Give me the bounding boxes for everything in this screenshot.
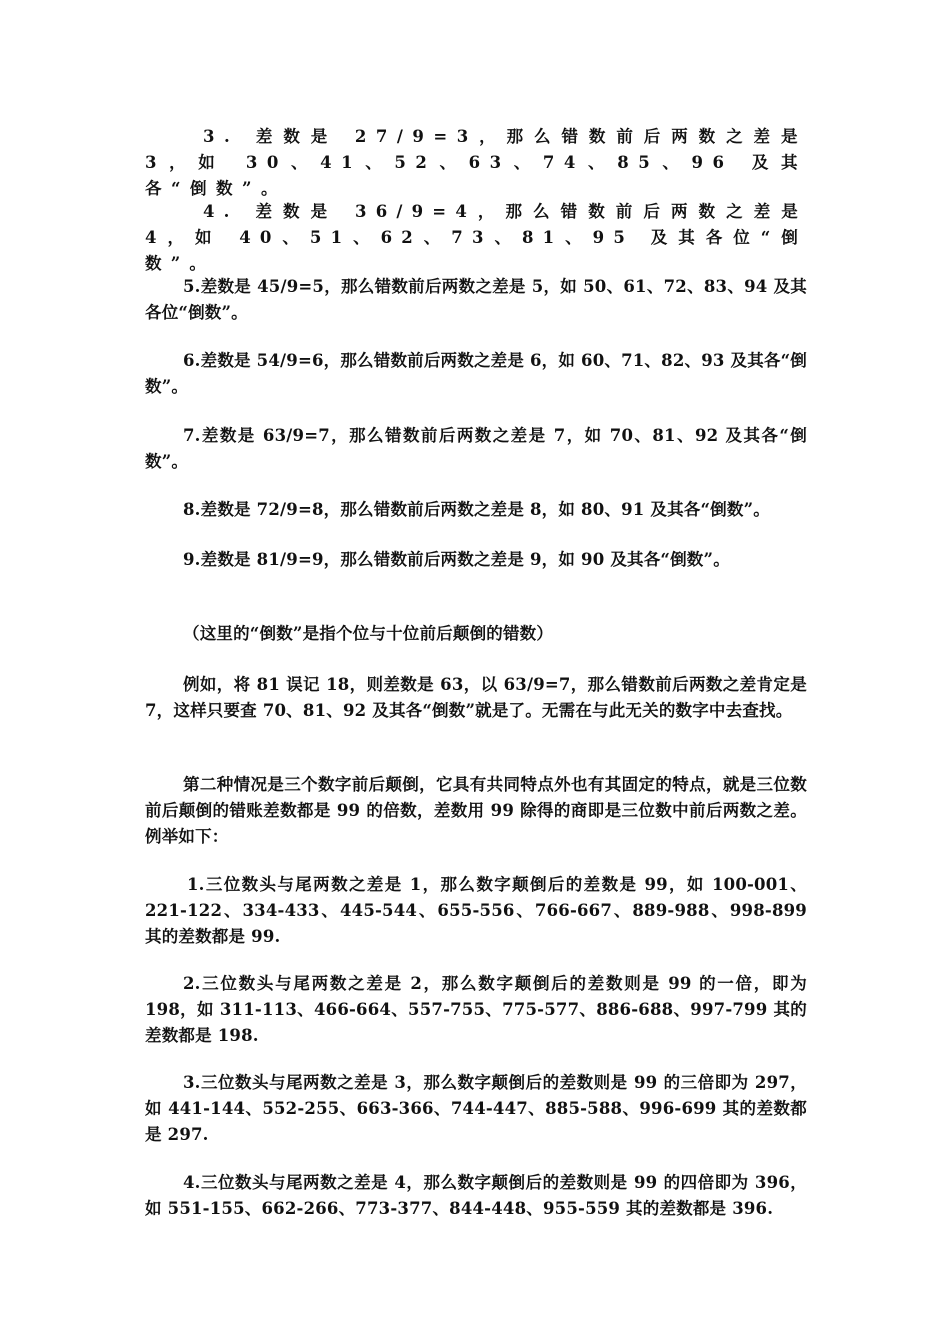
paragraph-diff-4: 4. 差数是 36/9=4，那么错数前后两数之差是 4，如 40、51、62、73、81、95 及其各位“倒数”。	[145, 202, 807, 273]
paragraph-diff-5: 5.差数是 45/9=5，那么错数前后两数之差是 5，如 50、61、72、83、94 及其各位“倒数”。	[145, 277, 807, 322]
paragraph-second-case: 第二种情况是三个数字前后颠倒，它具有共同特点外也有其固定的特点，就是三位数前后颠倒的错账差数都是 99 的倍数，差数用 99 除得的商即是三位数中前后两数之差。例举如下：	[145, 775, 807, 846]
paragraph-diff-7: 7.差数是 63/9=7，那么错数前后两数之差是 7，如 70、81、92 及其各“倒数”。	[145, 426, 807, 471]
paragraph-three-digit-2: 2.三位数头与尾两数之差是 2，那么数字颠倒后的差数则是 99 的一倍，即为 198，如 311-113、466-664、557-755、775-577、886-688、997-799 其的差数都是 198.	[145, 974, 807, 1045]
paragraph-diff-6: 6.差数是 54/9=6，那么错数前后两数之差是 6，如 60、71、82、93 及其各“倒数”。	[145, 351, 807, 396]
paragraph-diff-3: 3. 差数是 27/9=3，那么错数前后两数之差是 3，如 30、41、52、63、74、85、96 及其各“倒数”。	[145, 127, 807, 198]
paragraph-note: （这里的“倒数”是指个位与十位前后颠倒的错数）	[183, 624, 554, 643]
paragraph-diff-9: 9.差数是 81/9=9，那么错数前后两数之差是 9，如 90 及其各“倒数”。	[183, 550, 730, 569]
paragraph-diff-8: 8.差数是 72/9=8，那么错数前后两数之差是 8，如 80、91 及其各“倒数”。	[183, 500, 770, 519]
paragraph-example: 例如，将 81 误记 18，则差数是 63，以 63/9=7，那么错数前后两数之差肯定是 7，这样只要查 70、81、92 及其各“倒数”就是了。无需在与此无关的数字中去查找。	[145, 675, 807, 720]
paragraph-three-digit-3: 3.三位数头与尾两数之差是 3，那么数字颠倒后的差数则是 99 的三倍即为 297，如 441-144、552-255、663-366、744-447、885-588、996-699 其的差数都是 297.	[145, 1073, 807, 1144]
paragraph-three-digit-4: 4.三位数头与尾两数之差是 4，那么数字颠倒后的差数则是 99 的四倍即为 396，如 551-155、662-266、773-377、844-448、955-559 其的差数都是 396.	[145, 1173, 807, 1218]
paragraph-three-digit-1: 1.三位数头与尾两数之差是 1，那么数字颠倒后的差数是 99，如 100-001、221-122、334-433、445-544、655-556、766-667、889-988、998-899 其的差数都是 99.	[145, 875, 807, 946]
